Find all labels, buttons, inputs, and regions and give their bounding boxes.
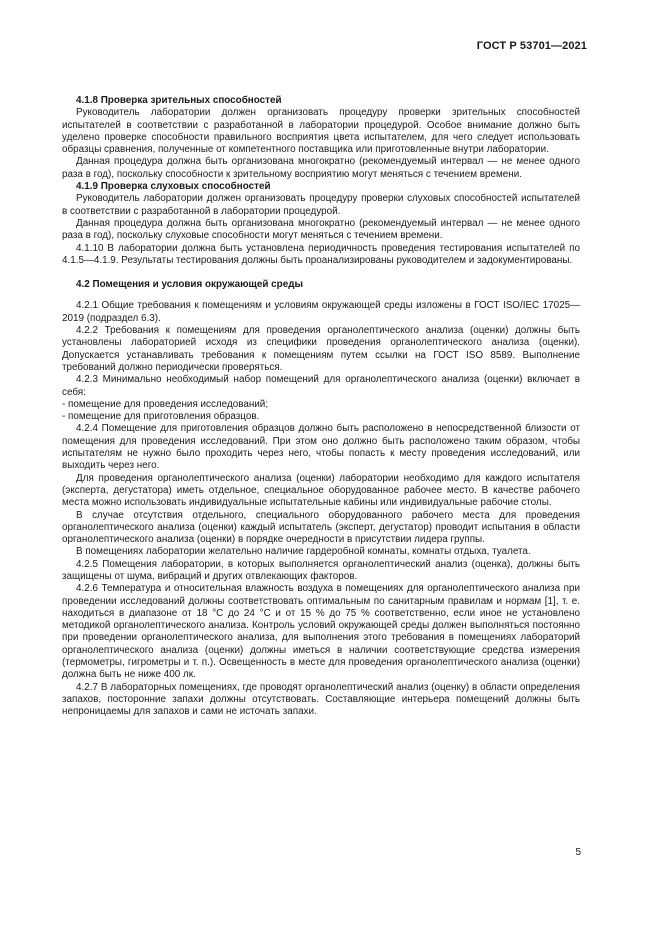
document-body (62, 95, 580, 719)
paragraph: Руководитель лаборатории должен организовать процедуру проверки слуховых способностей испытателей в соответствии с разработанной в лаборатории процедурой. (62, 193, 580, 217)
paragraph: 4.2.7 В лабораторных помещениях, где проводят органолептический анализ (оценку) в области определения запахов, посторонние запахи должны отсутствовать. Составляющие интерьера помещений должны быть непроницаемы для запахов и сами не источать запахи. (62, 681, 580, 718)
paragraph: 4.2.2 Требования к помещениям для проведения органолептического анализа (оценки) должны быть установлены лабораторией исходя из специфики проведения органолептического анализа (оценки). Допускается устанавливать требования к помещениям путем ссылки на ГОСТ ISO 8589. Выполнение требований должно периодически проверяться. (62, 325, 580, 373)
heading-4-1-9: 4.1.9 Проверка слуховых способностей (76, 181, 271, 193)
paragraph: 4.2.1 Общие требования к помещениям и условиям окружающей среды изложены в ГОСТ ISO/IEC 17025—2019 (подраздел 6.3). (62, 300, 580, 324)
list-item: - помещение для приготовления образцов. (62, 411, 260, 423)
list-item: - помещение для проведения исследований; (62, 398, 269, 410)
paragraph: В помещениях лаборатории желательно наличие гардеробной комнаты, комнаты отдыха, туалета. (76, 546, 531, 558)
paragraph: 4.2.6 Температура и относительная влажность воздуха в помещениях для органолептического анализа при проведении исследований должны соответствовать оптимальным по санитарным правилам и нормам [1], т. е. находиться в диапазоне от 18 °С до 24 °С и от 15 % до 75 % соответственно, если иное не установлено методикой органолептического анализа. Контроль условий окружающей среды должен выполняться постоянно при проведении органолептического анализа, для выполнения этого требования в помещениях лабораторий органолептического анализа (оценки) должны иметься в наличии соответствующие средства измерения (термометры, гигрометры и т. п.). Освещенность в месте для проведения органолептического анализа (оценки) должна быть не ниже 400 лк. (62, 583, 580, 681)
paragraph: 4.2.3 Минимально необходимый набор помещений для органолептического анализа (оценки) включает в себя: (62, 374, 580, 398)
paragraph: Для проведения органолептического анализа (оценки) лаборатории необходимо для каждого испытателя (эксперта, дегустатора) иметь отдельное, специальное оборудованное рабочее место. В качестве рабочего места можно использовать индивидуальные испытательные кабины или индивидуальные рабочие столы. (62, 472, 580, 509)
document-code: ГОСТ Р 53701—2021 (476, 40, 587, 52)
page-number: 5 (575, 847, 581, 858)
paragraph: Руководитель лаборатории должен организовать процедуру проверки зрительных способностей испытателей в соответствии с разработанной в лаборатории процедурой. Особое внимание должно быть уделено проверке способности правильного восприятия цвета испытателем, для чего следует использовать образцы сравнения, полученные от компетентного поставщика или приготовленные внутри лаборатории. (62, 107, 580, 156)
paragraph: В случае отсутствия отдельного, специального оборудованного рабочего места для проведения органолептического анализа (оценки) каждый испытатель (эксперт, дегустатор) проводит испытания в области органолептического анализа (оценки) в порядке очередности в присутствии лидера группы. (62, 509, 580, 546)
paragraph: 4.2.5 Помещения лаборатории, в которых выполняется органолептический анализ (оценка), должны быть защищены от шума, вибраций и других отвлекающих факторов. (62, 558, 580, 582)
paragraph: 4.1.10 В лаборатории должна быть установлена периодичность проведения тестирования испытателей по 4.1.5—4.1.9. Результаты тестирования должны быть проанализированы руководителем и задокументированы. (62, 242, 580, 266)
heading-4-1-8: 4.1.8 Проверка зрительных способностей (76, 95, 282, 106)
paragraph: Данная процедура должна быть организована многократно (рекомендуемый интервал — не менее одного раза в год), поскольку слуховые способности могут меняться с течением времени. (62, 217, 580, 242)
paragraph: Данная процедура должна быть организована многократно (рекомендуемый интервал — не менее одного раза в год), поскольку способности к зрительному восприятию могут меняться с течением времени. (62, 156, 580, 180)
section-heading-4-2: 4.2 Помещения и условия окружающей среды (76, 279, 303, 291)
paragraph: 4.2.4 Помещение для приготовления образцов должно быть расположено в непосредственной близости от помещения для проведения исследований. При этом оно должно быть расположено таким образом, чтобы испытателям не нужно было проходить через него, чтобы попасть к месту проведения исследований, или выходить через него. (62, 423, 580, 472)
